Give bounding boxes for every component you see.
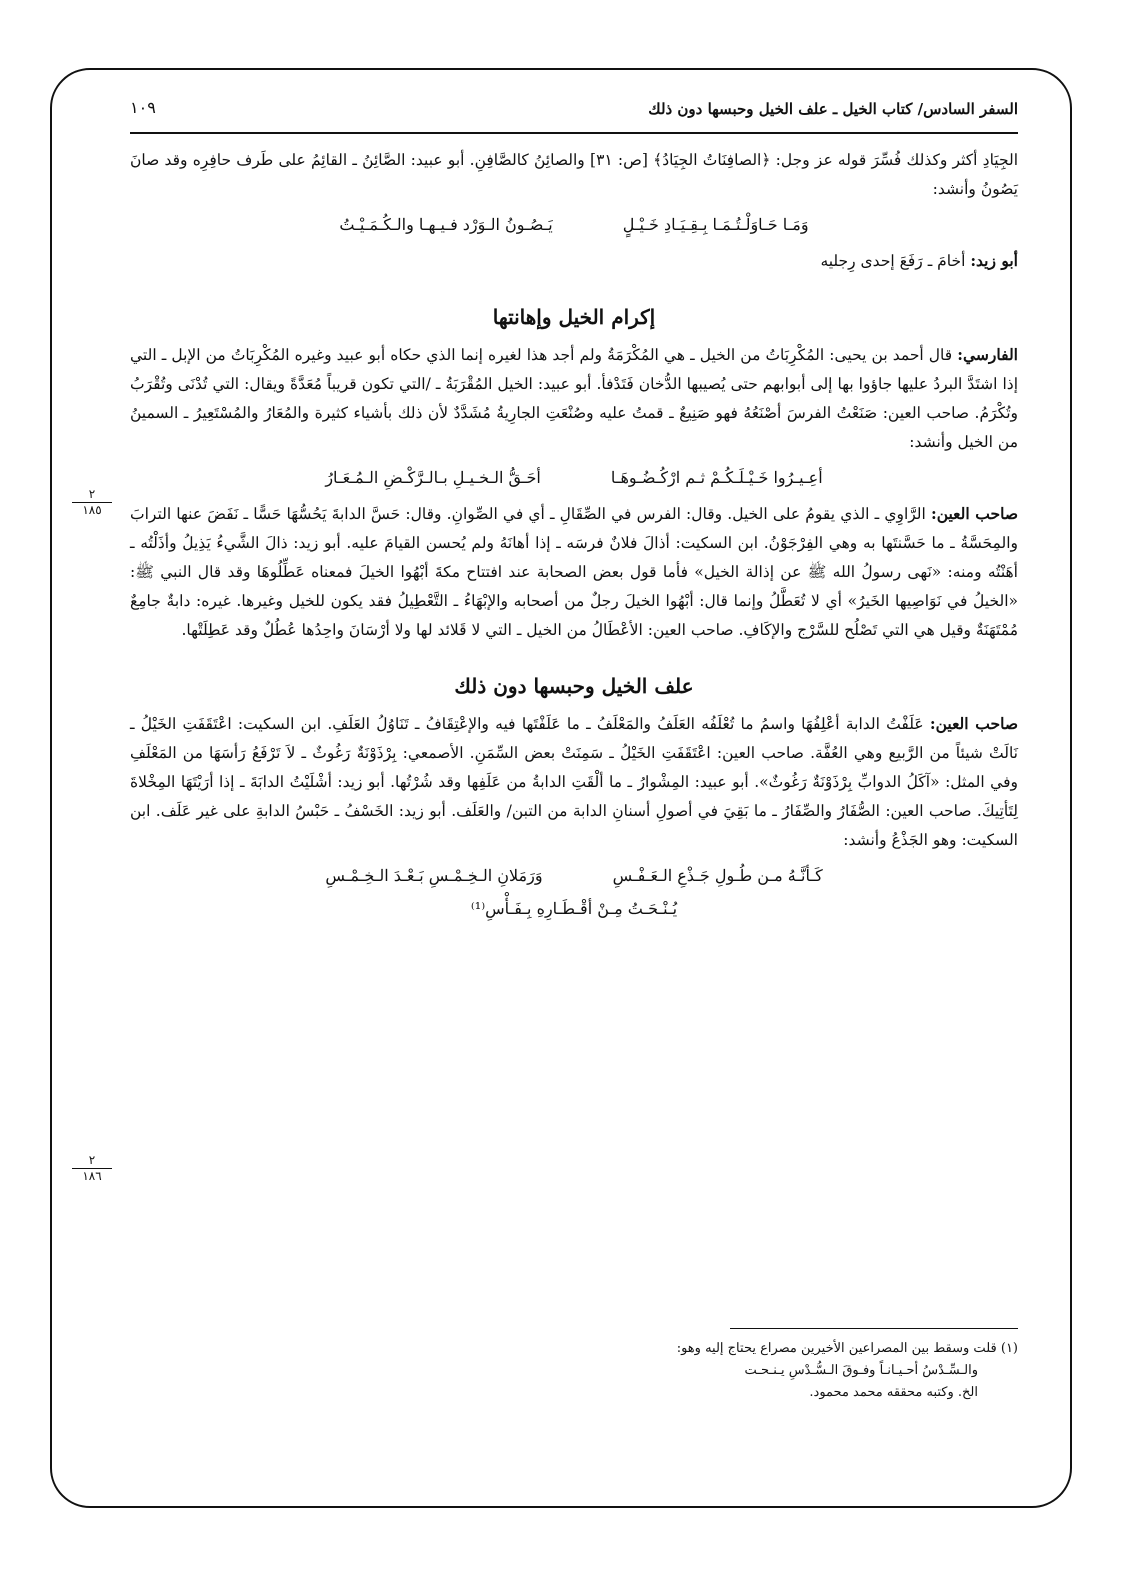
running-title: السفر السادس/ كتاب الخيل ـ علف الخيل وحبسها دون ذلك <box>648 100 1018 118</box>
paragraph-text: أخامَ ـ رَفَعَ إحدى رِجليه <box>820 252 971 270</box>
speaker-lead: الفارسي: <box>957 345 1018 364</box>
page-body <box>130 146 1018 927</box>
verse-hemistich-second: يَـصُـونُ الـوَرْد فـيـهـا والـكُـمَـيْـتُ <box>339 215 553 234</box>
footnote-signature: الخ. وكتبه محققه محمد محمود. <box>809 1385 978 1400</box>
section1-paragraph-2 <box>130 499 1018 645</box>
margin-ref-page: ١٨٦ <box>82 1169 102 1183</box>
intro-paragraph-2 <box>130 246 1018 276</box>
intro-paragraph: الجِيَادِ أكثر وكذلك فُسِّرَ قوله عز وجل: ﴿الصافِنَاتُ الجِيَادُ﴾ [ص: ٣١] والصائِنُ كالصَّافِنِ. أبو عبيد: الصَّائِنُ ـ القائِمُ على طَرف حافِرِه وقد صانَ يَصُونُ وأنشد: <box>130 151 1019 198</box>
paragraph-text: قال أحمد بن يحيى: المُكْرِبَاتُ من الخيل ـ هي المُكْرَمَةُ ولم أجد هذا لغيره إنما الذي حكاه أبو عبيد وغيره المُكْرِبَاتُ من الإبل ـ التي إذا اشتَدَّ البردُ عليها جاؤوا بها إلى أبوابهم حتى يُصيبها الدُّخان فَتَدْفأ. أبو عبيد: الخيل المُقْرَبَةُ ـ /التي تكون قريباً مُعَدَّةً ويقال: التي تُدْنَى وتُقْرَبُ وتُكْرَمُ. صاحب العين: صَنَعْتُ الفرسَ أصْنَعُهُ فهو صَنِيعٌ ـ قمتُ عليه وصُنْعَتِ الجارِيةُ مُشَدَّدٌ لأن ذلك بأشياء كثيرة والمُعَارُ والمُسْتَعِيرُ ـ السمينُ من الخيل وأنشد: <box>130 346 1018 451</box>
section1-verse <box>130 463 1018 493</box>
section1-paragraph-1 <box>130 340 1018 457</box>
section2-paragraph-1 <box>130 709 1018 855</box>
verse-hemistich-second: أحَـقُّ الـخـيـلِ بـالـرَّكْـضِ الـمُـعَـارُ <box>325 468 541 487</box>
margin-reference <box>72 1154 112 1183</box>
page-number: ١٠٩ <box>130 98 156 117</box>
section2-verse-closing: يُـنْـحَـتُ مِـنْ أقْـطَـارِهِ بِـفَـأْسِ⁽¹⁾ <box>470 899 678 918</box>
footnotes <box>150 1338 1018 1404</box>
margin-reference <box>72 488 112 517</box>
margin-ref-page: ١٨٥ <box>82 503 102 517</box>
section2-verse <box>130 861 1018 891</box>
verse-hemistich-first: أعِـيـرُوا خَـيْـلَـكُـمْ ثـم ارْكُـضُـوهَـا <box>610 468 823 487</box>
paragraph-text: الرَّاوِي ـ الذي يقومُ على الخيل. وقال: الفرس في الصِّقَالِ ـ أي في الصِّوانِ. وقال: حَسَّ الدابةَ يَحُسُّهَا حَسًّا ـ نَفَضَ عنها الترابَ والمِحَسَّةُ ـ ما حَسَّنتَها به وهي الفِرْجَوْنُ. ابن السكيت: أذالَ فلانٌ فرسَه ـ إذا أهانَهُ ولم يُحسن القيامَ عليه. أبو زيد: ذالَ الشَّيءُ يَذِيلُ وأذَلْتُه ـ أهَنْتُه ومنه: «نَهى رسولُ الله ﷺ عن إذالة الخيل» فأما قول بعض الصحابة عند افتتاح مكةَ أبْهُوا الخيلَ فمعناه عَطِّلُوهَا وقد قال النبي ﷺ: «الخيلُ في نَوَاصِيها الخَيرُ» أي لا تُعَطَّلُ وإنما قال: أبْهُوا الخيلَ رجلٌ من أصحابه والإبْهَاءُ ـ التَّعْطِيلُ فقد يكون للخيل وغيرها. غيره: دابةٌ جامِعٌ مُمْتَهَنَةٌ وقيل هي التي تَصْلُح للسَّرْج والإكَافِ. صاحب العين: الأعْطَالُ من الخيل ـ التي لا قَلائد لها ولا أرْسَانَ واحِدُها عُطُلٌ وقد عَطِلَتْها. <box>130 505 1018 639</box>
verse-hemistich-second: وَرَمَلانِ الـخِـمْـسِ بَـعْـدَ الـخِـمْـسِ <box>325 866 543 885</box>
speaker-lead: صاحب العين: <box>930 504 1018 523</box>
verse-hemistich-first: وَمَـا حَـاوَلْـتُـمَـا بِـقِـيَـادِ خَـيْـلٍ <box>622 215 809 234</box>
footnote-separator <box>730 1328 1018 1329</box>
verse-hemistich-first: كَـأنَّـهُ مـن طُـولِ جَـذْعِ الـعَـفْـسِ <box>612 866 823 885</box>
intro-verse <box>130 210 1018 240</box>
margin-ref-volume: ٢ <box>72 1154 112 1169</box>
section-heading: إكرام الخيل وإهانتها <box>492 305 656 329</box>
page-header <box>130 94 1018 134</box>
margin-ref-volume: ٢ <box>72 488 112 503</box>
section-heading: علف الخيل وحبسها دون ذلك <box>454 674 694 698</box>
paragraph-text: عَلَفْتُ الدابة أعْلِفُهَا واسمُ ما تُعْلَفُه العَلَفُ والمَعْلَفُ ـ ما عَلَفْتَها فيه والإعْتِقَافُ ـ تَنَاوُلُ العَلَفِ. ابن السكيت: اعْتَقَفَتِ الخَيْلُ ـ نَالَتْ شيئاً من الرَّبيع وهي العُفَّة. صاحب العين: اعْتَقَفَتِ الخَيْلُ ـ سَمِنَتْ بعض السِّمَنِ. الأصمعي: بِرْذَوْنَةٌ رَغُوثٌ ـ لاَ تَرْفَعُ رَأسَهَا من المَعْلَفِ وفي المثل: «آكَلُ الدوابِّ بِرْذَوْنَةٌ رَغُوثٌ». أبو عبيد: المِشْوارُ ـ ما ألْقَتِ الدابةُ من عَلَفِها وقد شُرْتُها. أبو زيد: أشْلَيْتُ الدابَةَ ـ إذا أرَيْتَهَا المِخْلاةَ لِتَأتِيكَ. صاحب العين: الصُّفَارُ والصِّفَارُ ـ ما بَقِيَ في أصولِ أسنانِ الدابة من التبن/ والعَلَف. أبو زيد: الخَسْفُ ـ حَبْسُ الدابةِ على غير عَلَف. ابن السكيت: وهو الجَذْعُ وأنشد: <box>130 715 1018 849</box>
speaker-lead: أبو زيد: <box>970 251 1018 270</box>
footnote-text: (١) قلت وسقط بين المصراعين الأخيرين مصراع يحتاج إليه وهو: <box>676 1341 1018 1356</box>
footnote-verse: والـسِّـدْسُ أحـيـانـاً وفـوقَ الـسُّـدْسِ يـنـحـت <box>744 1363 978 1378</box>
speaker-lead: صاحب العين: <box>929 714 1018 733</box>
